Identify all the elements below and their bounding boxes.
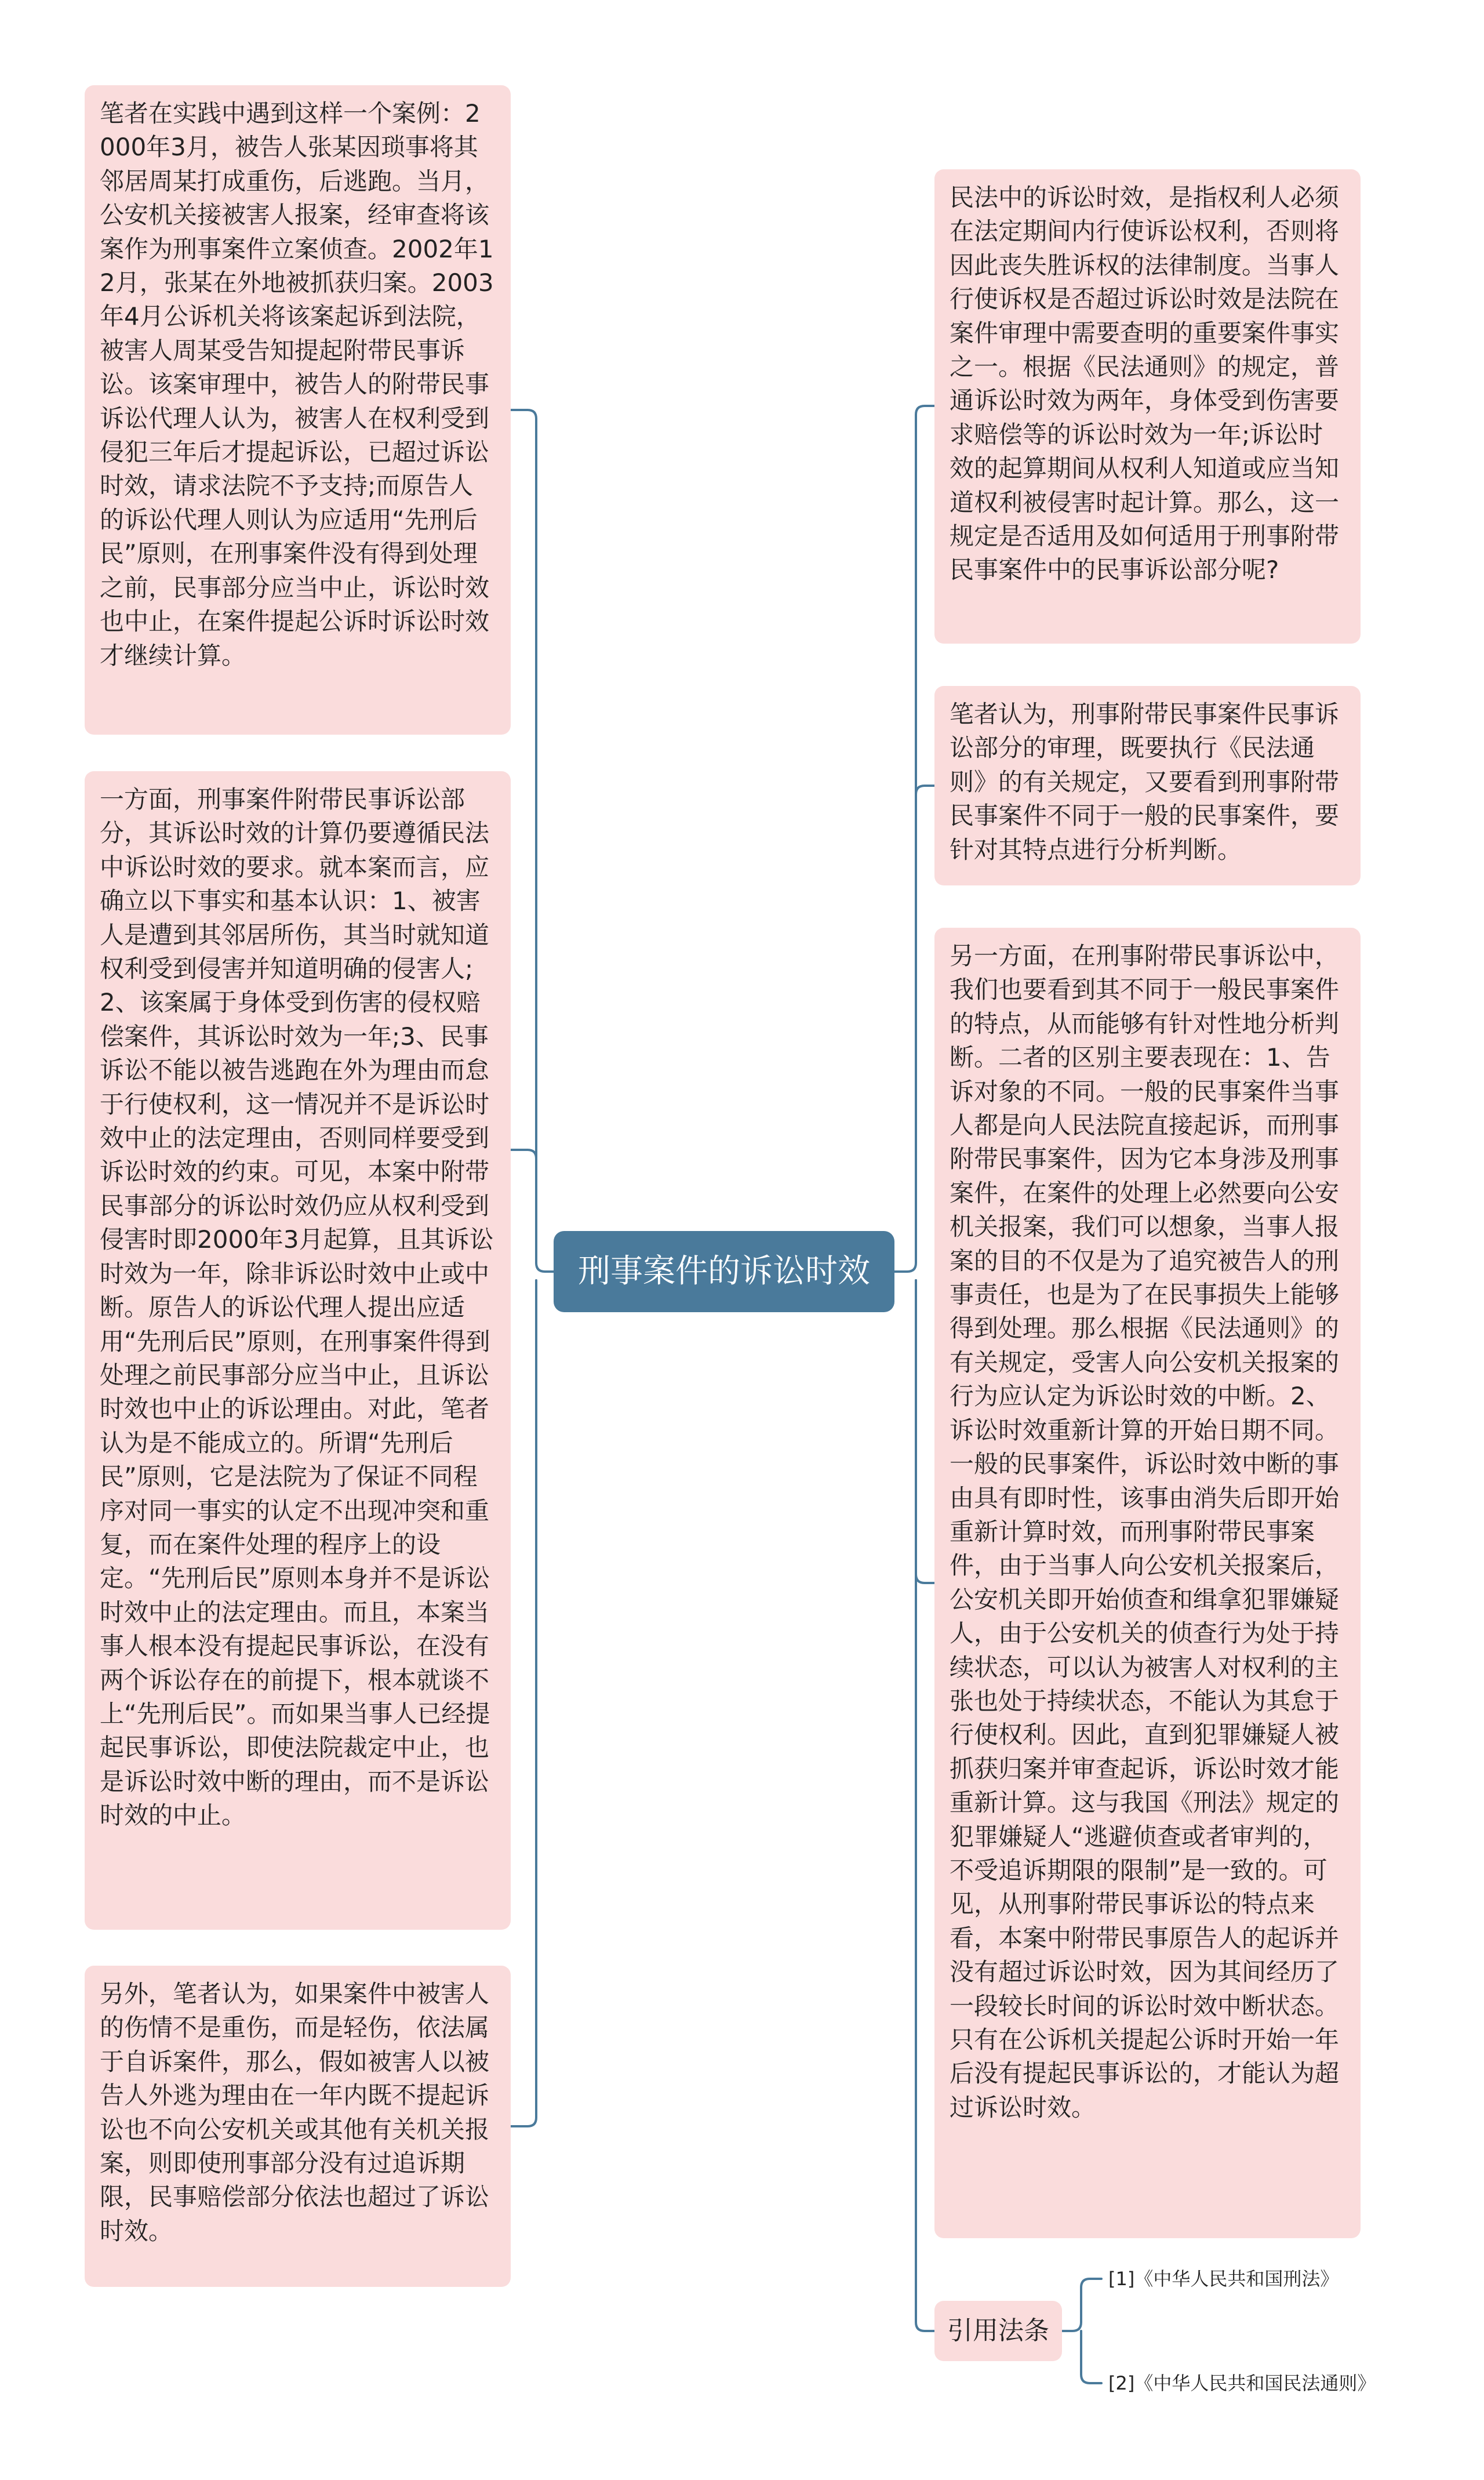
citation-item-criminal-law[interactable]: [1]《中华人民共和国刑法》 bbox=[1108, 2268, 1339, 2290]
left-node-case-example[interactable]: 笔者在实践中遇到这样一个案例：2000年3月，被告人张某因琐事将其邻居周某打成重伤，后逃跑。当月，公安机关接被害人报案，经审查将该案作为刑事案件立案侦查。2002年12月，张某在外地被抓获归案。2003年4月公诉机关将该案起诉到法院，被害人周某受告知提起附带民事诉讼。该案审理中，被告人的附带民事诉讼代理人认为，被害人在权利受到侵犯三年后才提起诉讼，已超过诉讼时效，请求法院不予支持;而原告人的诉讼代理人则认为应适用“先刑后民”原则，在刑事案件没有得到处理之前，民事部分应当中止，诉讼时效也中止，在案件提起公诉时诉讼时效才继续计算。 bbox=[85, 85, 511, 735]
citation-item-civil-law[interactable]: [2]《中华人民共和国民法通则》 bbox=[1108, 2372, 1376, 2394]
right-node-differences[interactable]: 另一方面，在刑事附带民事诉讼中，我们也要看到其不同于一般民事案件的特点，从而能够有针对性地分析判断。二者的区别主要表现在：1、告诉对象的不同。一般的民事案件当事人都是向人民法院直接起诉，而刑事附带民事案件，因为它本身涉及刑事案件，在案件的处理上必然要向公安机关报案，我们可以想象，当事人报案的目的不仅是为了追究被告人的刑事责任，也是为了在民事损失上能够得到处理。那么根据《民法通则》的有关规定，受害人向公安机关报案的行为应认定为诉讼时效的中断。2、诉讼时效重新计算的开始日期不同。一般的民事案件，诉讼时效中断的事由具有即时性，该事由消失后即开始重新计算时效，而刑事附带民事案件，由于当事人向公安机关报案后，公安机关即开始侦查和缉拿犯罪嫌疑人，由于公安机关的侦查行为处于持续状态，可以认为被害人对权利的主张也处于持续状态，不能认为其怠于行使权利。因此，直到犯罪嫌疑人被抓获归案并审查起诉，诉讼时效才能重新计算。这与我国《刑法》规定的犯罪嫌疑人“逃避侦查或者审判的，不受追诉期限的限制”是一致的。可见，从刑事附带民事诉讼的特点来看，本案中附带民事原告人的起诉并没有超过诉讼时效，因为其间经历了一段较长时间的诉讼时效中断状态。只有在公诉机关提起公诉时开始一年后没有提起民事诉讼的，才能认为超过诉讼时效。 bbox=[934, 928, 1361, 2238]
root-topic[interactable]: 刑事案件的诉讼时效 bbox=[554, 1231, 894, 1312]
right-node-definition[interactable]: 民法中的诉讼时效，是指权利人必须在法定期间内行使诉讼权利，否则将因此丧失胜诉权的法律制度。当事人行使诉权是否超过诉讼时效是法院在案件审理中需要查明的重要案件事实之一。根据《民法通则》的规定，普通诉讼时效为两年，身体受到伤害要求赔偿等的诉讼时效为一年;诉讼时效的起算期间从权利人知道或应当知道权利被侵害时起计算。那么，这一规定是否适用及如何适用于刑事附带民事案件中的民事诉讼部分呢? bbox=[934, 169, 1361, 644]
left-node-supplement[interactable]: 另外，笔者认为，如果案件中被害人的伤情不是重伤，而是轻伤，依法属于自诉案件，那么，假如被害人以被告人外逃为理由在一年内既不提起诉讼也不向公安机关或其他有关机关报案，则即使刑事部分没有过追诉期限，民事赔偿部分依法也超过了诉讼时效。 bbox=[85, 1966, 511, 2287]
left-node-analysis[interactable]: 一方面，刑事案件附带民事诉讼部分，其诉讼时效的计算仍要遵循民法中诉讼时效的要求。就本案而言，应确立以下事实和基本认识：1、被害人是遭到其邻居所伤，其当时就知道权利受到侵害并知道明确的侵害人;2、该案属于身体受到伤害的侵权赔偿案件，其诉讼时效为一年;3、民事诉讼不能以被告逃跑在外为理由而怠于行使权利，这一情况并不是诉讼时效中止的法定理由，否则同样要受到诉讼时效的约束。可见，本案中附带民事部分的诉讼时效仍应从权利受到侵害时即2000年3月起算，且其诉讼时效为一年，除非诉讼时效中止或中断。原告人的诉讼代理人提出应适用“先刑后民”原则，在刑事案件得到处理之前民事部分应当中止，且诉讼时效也中止的诉讼理由。对此，笔者认为是不能成立的。所谓“先刑后民”原则，它是法院为了保证不同程序对同一事实的认定不出现冲突和重复，而在案件处理的程序上的设定。“先刑后民”原则本身并不是诉讼时效中止的法定理由。而且，本案当事人根本没有提起民事诉讼，在没有两个诉讼存在的前提下，根本就谈不上“先刑后民”。而如果当事人已经提起民事诉讼，即使法院裁定中止，也是诉讼时效中断的理由，而不是诉讼时效的中止。 bbox=[85, 771, 511, 1930]
right-node-opinion[interactable]: 笔者认为，刑事附带民事案件民事诉讼部分的审理，既要执行《民法通则》的有关规定，又要看到刑事附带民事案件不同于一般的民事案件，要针对其特点进行分析判断。 bbox=[934, 686, 1361, 885]
citations-label[interactable]: 引用法条 bbox=[934, 2301, 1062, 2361]
